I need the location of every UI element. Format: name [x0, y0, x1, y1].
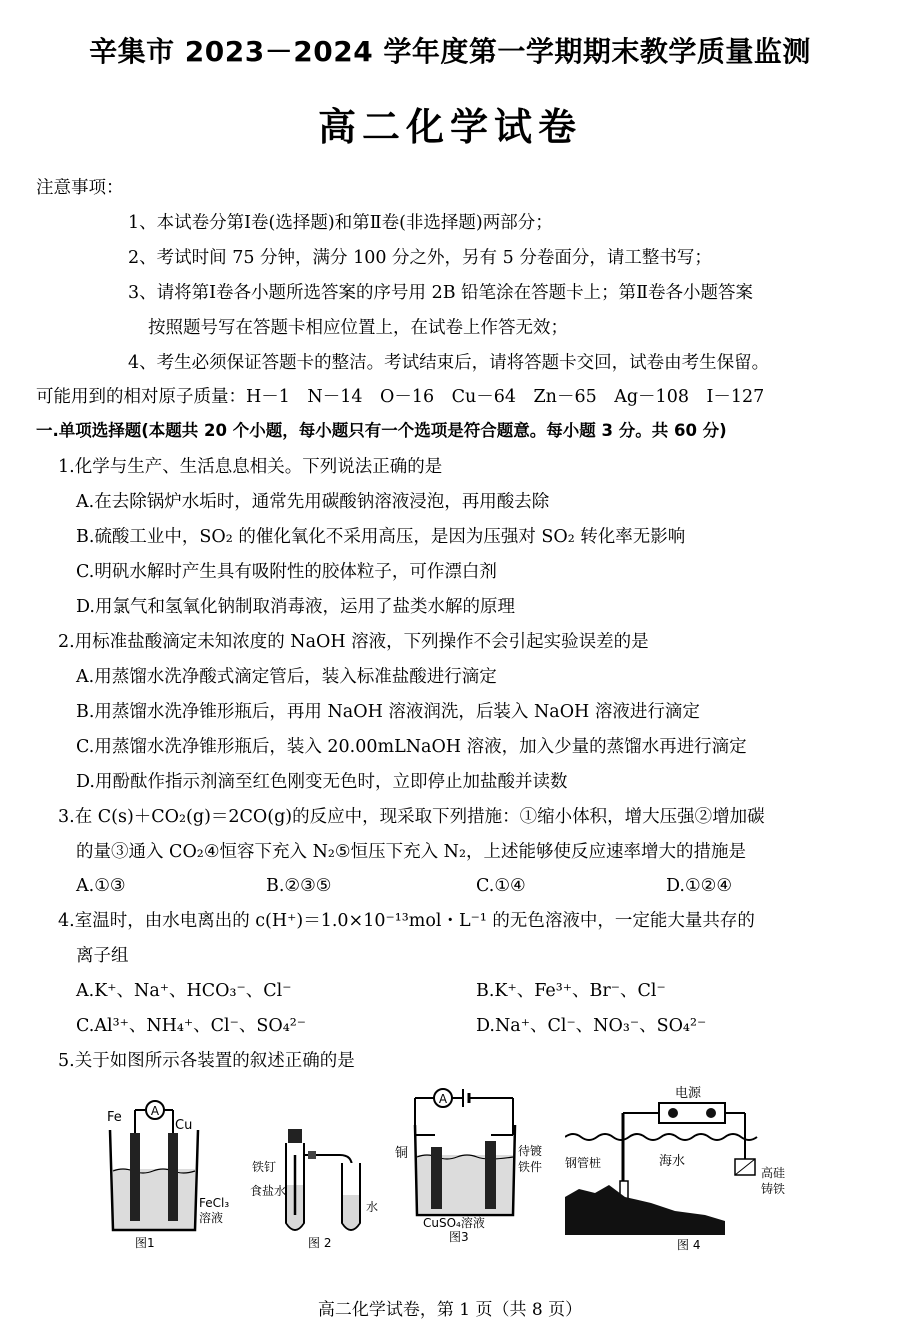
option-c: C.①④ [476, 876, 526, 896]
option-d: D.Na⁺、Cl⁻、NO₃⁻、SO₄²⁻ [476, 1016, 707, 1036]
atomic-masses: 可能用到的相对原子质量：H－1 N－14 O－16 Cu－64 Zn－65 Ag－108 I－127 [36, 387, 765, 407]
option-c: C.Al³⁺、NH₄⁺、Cl⁻、SO₄²⁻ [76, 1016, 306, 1036]
figure-caption: 图 4 [677, 1238, 701, 1252]
solution-label: CuSO₄溶液 [423, 1216, 485, 1230]
ammeter-label: A [438, 1092, 448, 1106]
option-d: D.①②④ [666, 876, 733, 896]
iron-electrode [485, 1141, 496, 1209]
copper-label: 铜 [395, 1146, 409, 1161]
option-a: A.在去除锅炉水垢时，通常先用碳酸钠溶液浸泡，再用酸去除 [76, 492, 550, 512]
note-item: 1、本试卷分第Ⅰ卷(选择题)和第Ⅱ卷(非选择题)两部分； [128, 213, 553, 233]
copper-electrode [431, 1147, 442, 1209]
page-footer: 高二化学试卷，第 1 页（共 8 页） [317, 1300, 583, 1320]
subject-title: 高二化学试卷 [317, 105, 582, 149]
note-item: 按照题号写在答题卡相应位置上，在试卷上作答无效； [148, 318, 568, 338]
note-item: 4、考生必须保证答题卡的整洁。考试结束后，请将答题卡交回，试卷由考生保留。 [128, 353, 770, 373]
question-stem-cont: 离子组 [76, 946, 129, 966]
salt-water-label: 食盐水 [250, 1184, 287, 1198]
cu-electrode [168, 1133, 178, 1221]
seawater-label: 海水 [659, 1154, 686, 1169]
figure-caption: 图 2 [308, 1236, 332, 1250]
ammeter-label: A [150, 1104, 160, 1118]
notes-heading: 注意事项： [36, 178, 124, 198]
solution-label: 溶液 [199, 1211, 224, 1225]
figure-caption: 图1 [135, 1236, 155, 1250]
note-item: 3、请将第Ⅰ卷各小题所选答案的序号用 2B 铅笔涂在答题卡上；第Ⅱ卷各小题答案 [128, 283, 754, 303]
option-a: A.K⁺、Na⁺、HCO₃⁻、Cl⁻ [76, 981, 292, 1001]
question-stem: 1.化学与生产、生活息息相关。下列说法正确的是 [58, 457, 443, 477]
nail-label: 铁钉 [252, 1160, 277, 1174]
note-item: 2、考试时间 75 分钟，满分 100 分之外，另有 5 分卷面分，请工整书写； [128, 248, 712, 268]
fe-electrode [130, 1133, 140, 1221]
figure-1 [95, 1085, 255, 1255]
figure-4 [565, 1085, 825, 1255]
solution-label: FeCl₃ [199, 1196, 230, 1210]
question-stem: 2.用标准盐酸滴定未知浓度的 NaOH 溶液，下列操作不会引起实验误差的是 [58, 632, 649, 652]
question-stem-cont: 的量③通入 CO₂④恒容下充入 N₂⑤恒压下充入 N₂，上述能够使反应速率增大的措施是 [76, 842, 746, 862]
question-stem: 4.室温时，由水电离出的 c(H⁺)＝1.0×10⁻¹³mol・L⁻¹ 的无色溶液中，一定能大量共存的 [58, 911, 755, 931]
option-c: C.用蒸馏水洗净锥形瓶后，装入 20.00mLNaOH 溶液，加入少量的蒸馏水再进行滴定 [76, 737, 747, 757]
option-b: B.②③⑤ [266, 876, 332, 896]
seabed [565, 1185, 725, 1235]
figure-caption: 图3 [449, 1230, 469, 1244]
anode-label: 铸铁 [761, 1182, 786, 1196]
water-label: 水 [366, 1200, 379, 1214]
power-label: 电源 [675, 1086, 702, 1101]
option-a: A.用蒸馏水洗净酸式滴定管后，装入标准盐酸进行滴定 [76, 667, 497, 687]
figure-2 [250, 1085, 400, 1255]
option-d: D.用氯气和氢氧化钠制取消毒液，运用了盐类水解的原理 [76, 597, 515, 617]
pile-label: 钢管桩 [565, 1156, 602, 1170]
option-b: B.硫酸工业中，SO₂ 的催化氧化不采用高压，是因为压强对 SO₂ 转化率无影响 [76, 527, 686, 547]
option-b: B.用蒸馏水洗净锥形瓶后，再用 NaOH 溶液润洗，后装入 NaOH 溶液进行滴定 [76, 702, 700, 722]
option-a: A.①③ [76, 876, 126, 896]
question-stem: 5.关于如图所示各装置的叙述正确的是 [58, 1051, 355, 1071]
sea-surface [565, 1134, 757, 1140]
plated-label: 铁件 [518, 1160, 543, 1174]
option-b: B.K⁺、Fe³⁺、Br⁻、Cl⁻ [476, 981, 666, 1001]
plated-label: 待镀 [518, 1144, 543, 1158]
figure-3 [395, 1085, 555, 1255]
question-stem: 3.在 C(s)＋CO₂(g)＝2CO(g)的反应中，现采取下列措施：①缩小体积，增大压强②增加碳 [58, 807, 765, 827]
fe-label: Fe [107, 1110, 122, 1125]
cu-label: Cu [175, 1118, 193, 1133]
exam-title: 辛集市 2023－2024 学年度第一学期期末教学质量监测 [89, 35, 811, 68]
option-c: C.明矾水解时产生具有吸附性的胶体粒子，可作漂白剂 [76, 562, 497, 582]
anode-label: 高硅 [761, 1166, 786, 1180]
section-heading: 一.单项选择题(本题共 20 个小题，每小题只有一个选项是符合题意。每小题 3 分。共 60 分) [36, 421, 727, 440]
electrolyte [113, 1169, 195, 1229]
option-d: D.用酚酞作指示剂滴至红色刚变无色时，立即停止加盐酸并读数 [76, 772, 568, 792]
